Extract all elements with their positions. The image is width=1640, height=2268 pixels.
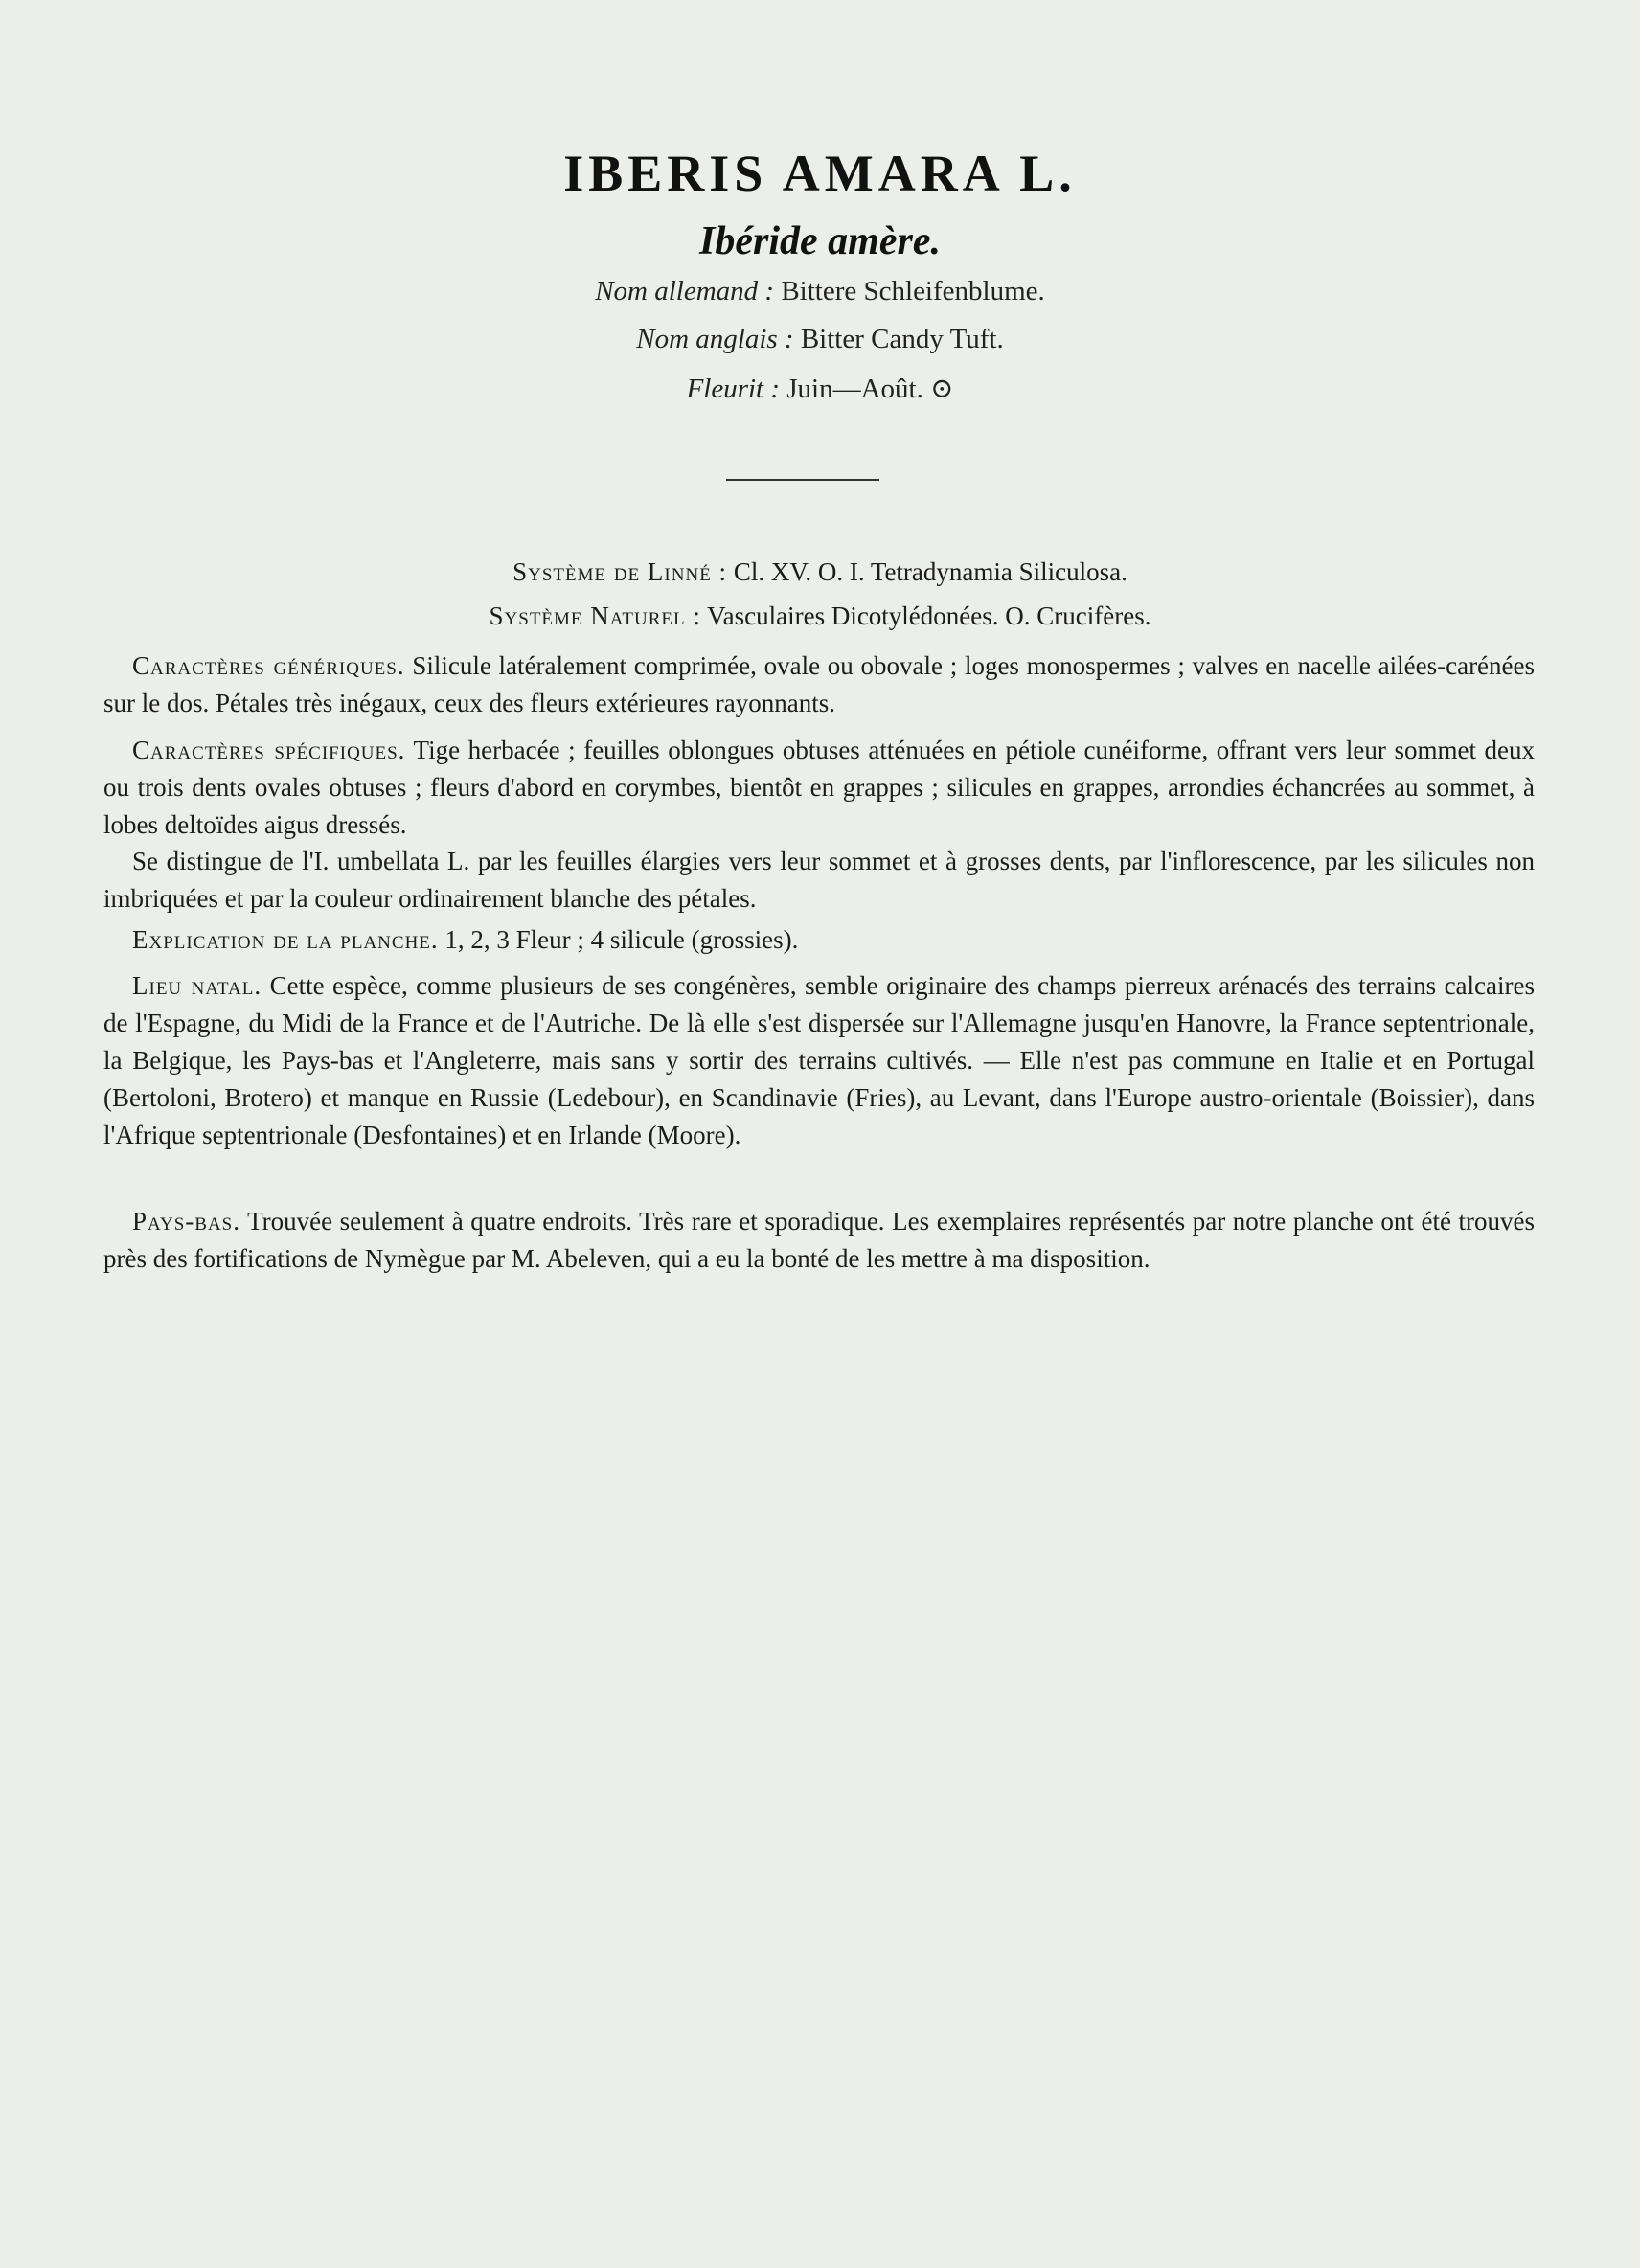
netherlands-label: Pays-bas. (132, 1207, 240, 1236)
page-subtitle: Ibéride amère. (699, 219, 941, 263)
linne-label: Système de Linné : (512, 557, 728, 586)
linne-value: Cl. XV. O. I. Tetradynamia Siliculosa. (733, 557, 1128, 586)
netherlands-text: Trouvée seulement à quatre endroits. Très rare et sporadique. Les exemplaires représentés par notre planche ont été trouvés près des fortifications de Nymègue par M. Abeleven, qui a eu la bonté de les mettre à ma disposition. (103, 1207, 1535, 1273)
naturel-label: Système Naturel : (489, 601, 701, 630)
specific-characters-paragraph (103, 732, 1535, 844)
page-title: IBERIS AMARA L. (563, 145, 1077, 202)
distinction-text: Se distingue de l'I. umbellata L. par les feuilles élargies vers leur sommet et à grosses dents, par l'inflorescence, par les silicules non imbriquées et par la couleur ordinairement blanche des pétales. (103, 847, 1535, 913)
plate-explanation-label: Explication de la planche. (132, 925, 439, 954)
german-name-line (0, 276, 1640, 307)
flowering-label: Fleurit : (686, 374, 781, 404)
linne-system-line (0, 557, 1640, 587)
english-name-label: Nom anglais : (636, 324, 794, 354)
native-place-paragraph (103, 967, 1535, 1154)
divider-rule (726, 479, 879, 481)
plate-explanation-paragraph (103, 921, 1535, 959)
flowering-value: Juin—Août. ⊙ (786, 374, 954, 404)
flowering-line (0, 372, 1640, 405)
german-name-label: Nom allemand : (595, 276, 775, 306)
generic-characters-text: Silicule latéralement comprimée, ovale ou obovale ; loges monospermes ; valves en nacelle ailées-carénées sur le dos. Pétales très inégaux, ceux des fleurs extérieures rayonnants. (103, 651, 1536, 717)
netherlands-paragraph (103, 1203, 1535, 1278)
english-name-value: Bitter Candy Tuft. (800, 324, 1004, 354)
distinction-paragraph (103, 843, 1535, 918)
generic-characters-paragraph (103, 647, 1535, 722)
naturel-value: Vasculaires Dicotylédonées. O. Crucifères. (707, 601, 1151, 630)
specific-characters-text: Tige herbacée ; feuilles oblongues obtuses atténuées en pétiole cunéiforme, offrant vers leur sommet deux ou trois dents ovales obtuses ; fleurs d'abord en corymbes, bientôt en grappes ; silicules en grappes, arrondies échancrées au sommet, à lobes deltoïdes aigus dressés. (103, 736, 1536, 839)
english-name-line (0, 324, 1640, 355)
specific-characters-label: Caractères spécifiques. (132, 736, 406, 764)
german-name-value: Bittere Schleifenblume. (781, 276, 1045, 306)
natural-system-line (0, 601, 1640, 631)
plate-explanation-text: 1, 2, 3 Fleur ; 4 silicule (grossies). (444, 925, 799, 954)
generic-characters-label: Caractères génériques. (132, 651, 405, 680)
native-place-label: Lieu natal. (132, 971, 262, 1000)
native-place-text: Cette espèce, comme plusieurs de ses congénères, semble originaire des champs pierreux arénacés des terrains calcaires de l'Espagne, du Midi de la France et de l'Autriche. De là elle s'est dispersée sur l'Allemagne jusqu'en Hanovre, la France septentrionale, la Belgique, les Pays-bas et l'Angleterre, mais sans y sortir des terrains cultivés. — Elle n'est pas commune en Italie et en Portugal (Bertoloni, Brotero) et manque en Russie (Ledebour), en Scandinavie (Fries), au Levant, dans l'Europe austro-orientale (Boissier), dans l'Afrique septentrionale (Desfontaines) et en Irlande (Moore). (103, 971, 1535, 1149)
